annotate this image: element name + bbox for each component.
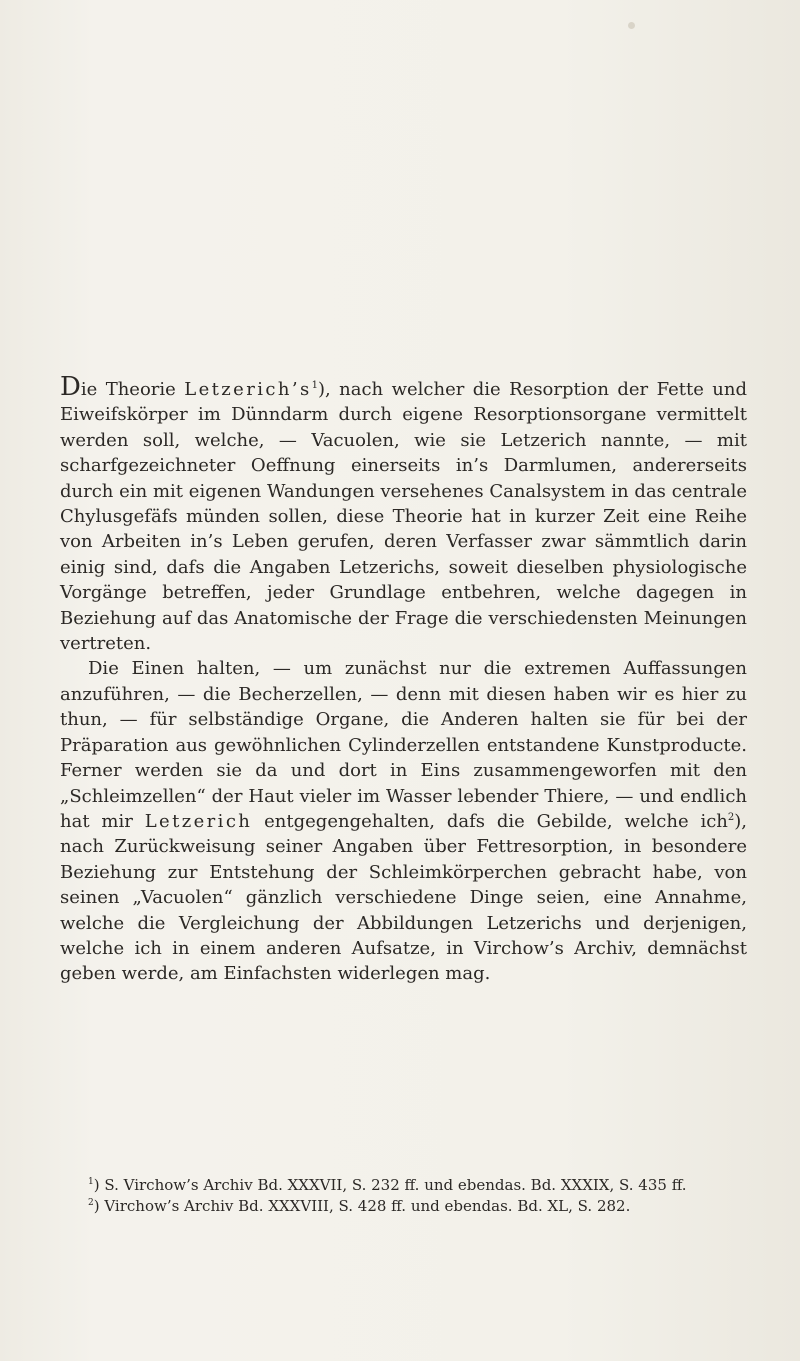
footnote-1-text: ) S. Virchow’s Archiv Bd. XXXVII, S. 232 ff. und ebendas. Bd. XXXIX, S. 435 ff. <box>93 1176 687 1194</box>
paragraph-1 <box>60 372 747 656</box>
footnote-1-marker: 1 <box>88 1177 94 1187</box>
footnote-2-text: ) Virchow’s Archiv Bd. XXXVIII, S. 428 ff. und ebendas. Bd. XL, S. 282. <box>93 1197 631 1215</box>
footnote-2-marker: 2 <box>88 1198 94 1208</box>
drop-cap: D <box>60 372 81 402</box>
paragraph-2-part-1: Die Einen halten, — um zunächst nur die extremen Auffassungen anzuführen, — die Becherzellen, — denn mit diesen haben wir es hier zu thun, — für selbständige Organe, die Anderen halten sie für bei der Präparation aus gewöhnlichen Cylinderzellen entstandene Kunstproducte. Ferner werden sie da und dort in Eins zusammengeworfen mit den „Schleimzellen“ der Haut vieler im Wasser lebender Thiere, — und endlich hat mir <box>60 658 747 832</box>
paragraph-1-body: ), nach welcher die Resorption der Fette und Eiweifskörper im Dünndarm durch eigene Resorptionsorgane vermittelt werden soll, welche, — Vacuolen, wie sie Letzerich nannte, — mit scharfgezeichneter Oeffnung einerseits in’s Darmlumen, andererseits durch ein mit eigenen Wandungen versehenes Canalsystem in das centrale Chylusgefäfs münden sollen, diese Theorie hat in kurzer Zeit eine Reihe von Arbeiten in’s Leben gerufen, deren Verfasser zwar sämmtlich darin einig sind, dafs die Angaben Letzerichs, soweit dieselben physiologische Vorgänge betreffen, jeder Grundlage entbehren, welche dagegen in Beziehung auf das Anatomische der Frage die verschiedensten Meinungen vertreten. <box>60 379 747 655</box>
footnote-2 <box>60 1196 747 1217</box>
paragraph-2-part-3: ), nach Zurückweisung seiner Angaben über Fettresorption, in besondere Beziehung zur Entstehung der Schleimkörperchen gebracht habe, von seinen „Vacuolen“ gänzlich verschiedene Dinge seien, eine Annahme, welche die Vergleichung der Abbildungen Letzerichs und derjenigen, welche ich in einem anderen Aufsatze, in Virchow’s Archiv, demnächst geben werde, am Einfachsten widerlegen mag. <box>60 810 747 985</box>
footnotes <box>60 1175 747 1217</box>
author-name-2: Letzerich <box>144 810 253 832</box>
footnote-ref-2: 2 <box>727 811 735 823</box>
paragraph-2-part-2: entgegengehalten, dafs die Gebilde, welche ich <box>252 810 728 832</box>
author-name: Letzerich’s <box>184 379 312 400</box>
footnote-ref-1: 1 <box>311 380 318 391</box>
footnote-1 <box>60 1175 747 1196</box>
main-text <box>60 372 747 987</box>
ink-dot <box>628 22 635 29</box>
paragraph-2 <box>60 656 747 986</box>
paragraph-1-lead: ie Theorie <box>80 379 185 400</box>
